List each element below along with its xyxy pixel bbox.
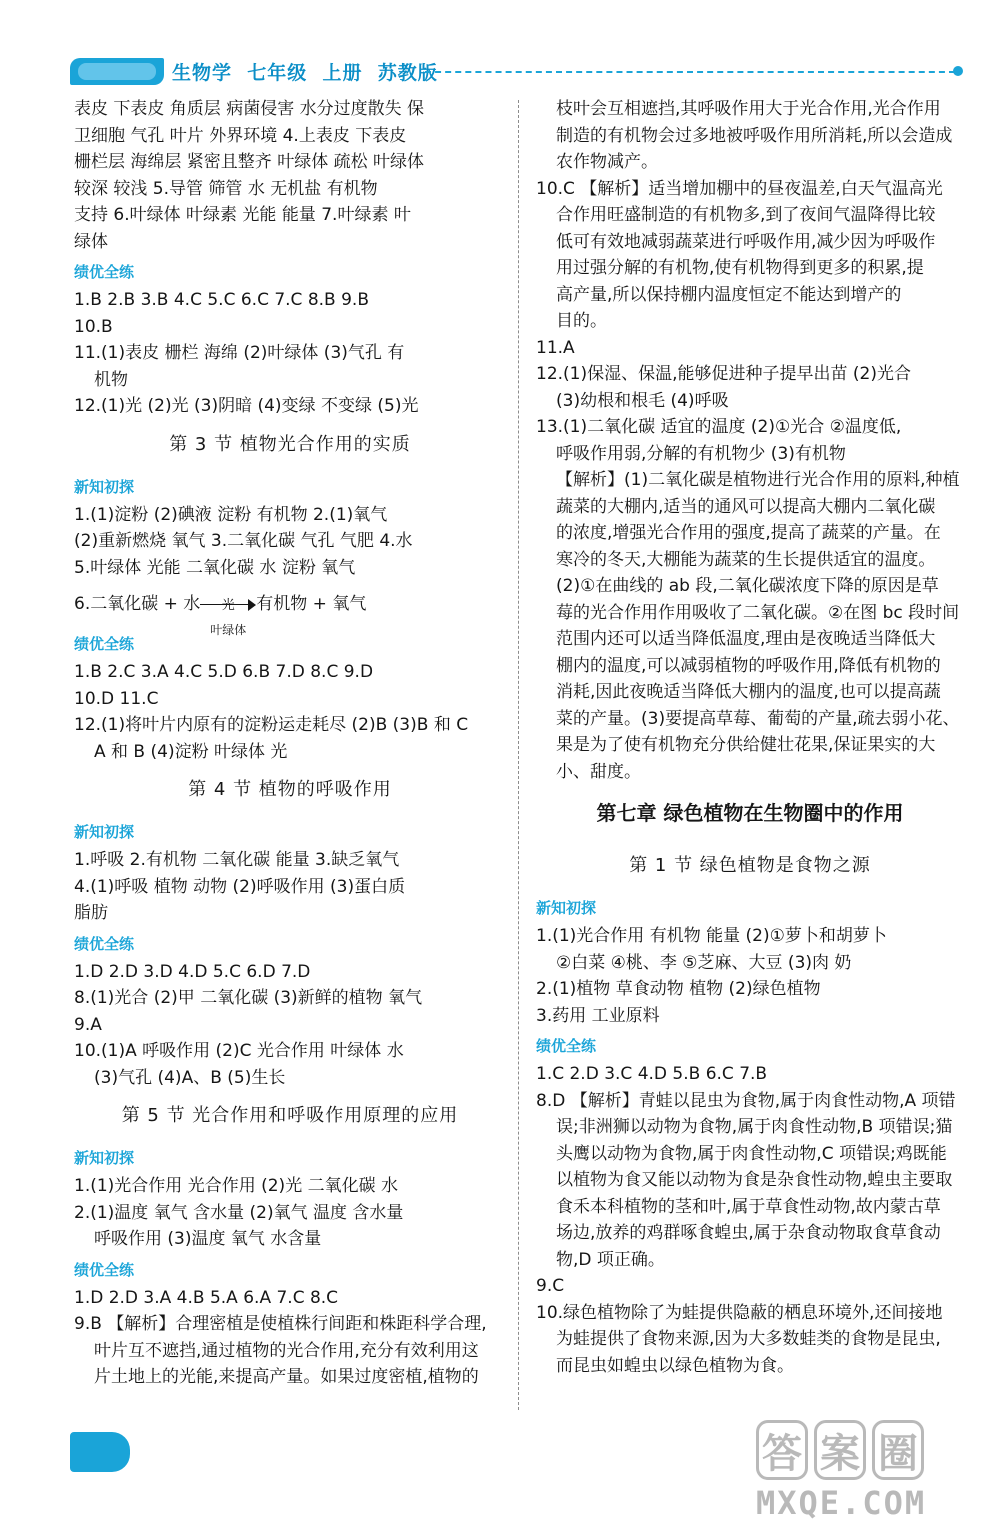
answer-line: 棚内的温度,可以减弱植物的呼吸作用,降低有机物的 xyxy=(556,655,941,676)
photosynthesis-equation xyxy=(74,581,506,637)
watermark-char: 圈 xyxy=(872,1420,924,1480)
left-column xyxy=(74,96,506,1391)
answer-line: 12.(1)保湿、保温,能够促进种子提早出苗 (2)光合 xyxy=(536,364,912,384)
answer-line: 2.(1)植物 草食动物 植物 (2)绿色植物 xyxy=(536,979,821,999)
answer-line: 的浓度,增强光合作用的强度,提高了蔬菜的产量。在 xyxy=(556,523,941,543)
header-title: 生物学 七年级 上册 苏教版 xyxy=(172,62,438,84)
answer-line: 片土地上的光能,来提高产量。如果过度密植,植物的 xyxy=(94,1367,479,1387)
right-column xyxy=(536,96,964,1379)
answer-line: 13.(1)二氧化碳 适宜的温度 (2)①光合 ②温度低, xyxy=(536,417,902,437)
answer-line: 9.C xyxy=(536,1276,565,1296)
answer-line: 枝叶会互相遮挡,其呼吸作用大于光合作用,光合作用 xyxy=(556,99,941,119)
answer-line: ②白菜 ④桃、李 ⑤芝麻、大豆 (3)肉 奶 xyxy=(556,952,852,973)
answer-line: 栅栏层 海绵层 紧密且整齐 叶绿体 疏松 叶绿体 xyxy=(74,152,425,172)
chapter-title: 第七章 绿色植物在生物圈中的作用 xyxy=(596,801,904,825)
answer-line: 卫细胞 气孔 叶片 外界环境 4.上表皮 下表皮 xyxy=(74,125,407,146)
answer-line: (2)重新燃烧 氧气 3.二氧化碳 气孔 气肥 4.水 xyxy=(74,531,413,551)
answer-line: 食禾本科植物的茎和叶,属于草食性动物,故内蒙古草 xyxy=(556,1196,941,1217)
answer-line: 12.(1)将叶片内原有的淀粉运走耗尽 (2)B (3)B 和 C xyxy=(74,715,469,735)
answer-line: 小、甜度。 xyxy=(556,761,641,782)
answer-line: 1.呼吸 2.有机物 二氧化碳 能量 3.缺乏氧气 xyxy=(74,850,400,870)
arrow-condition-light: 光 xyxy=(221,598,235,613)
answer-line: 1.(1)光合作用 有机物 能量 (2)①萝卜和胡萝卜 xyxy=(536,926,887,946)
answer-line: 脂肪 xyxy=(74,903,108,923)
answer-line: (2)①在曲线的 ab 段,二氧化碳浓度下降的原因是草 xyxy=(556,576,939,596)
answer-line: 高产量,所以保持棚内温度恒定不能达到增产的 xyxy=(556,284,902,305)
equation-reactants: 6.二氧化碳 + 水 xyxy=(74,594,201,614)
subheading-practice: 绩优全练 xyxy=(74,1260,135,1279)
answer-line: 8.(1)光合 (2)甲 二氧化碳 (3)新鲜的植物 氧气 xyxy=(74,988,423,1008)
answer-line: 10.(1)A 呼吸作用 (2)C 光合作用 叶绿体 水 xyxy=(74,1041,404,1061)
answer-line: 呼吸作用弱,分解的有机物少 (3)有机物 xyxy=(556,443,846,464)
answer-line: 10.D 11.C xyxy=(74,688,159,709)
header-dot xyxy=(953,66,963,76)
answer-line: 1.B 2.C 3.A 4.C 5.D 6.B 7.D 8.C 9.D xyxy=(74,662,374,682)
answer-line: (3)气孔 (4)A、B (5)生长 xyxy=(94,1067,286,1088)
section-title: 第 5 节 光合作用和呼吸作用原理的应用 xyxy=(121,1105,459,1126)
subheading-practice: 绩优全练 xyxy=(536,1037,597,1055)
subheading-practice: 绩优全练 xyxy=(74,635,135,653)
answer-line: 10.绿色植物除了为蛙提供隐蔽的栖息环境外,还间接地 xyxy=(536,1302,943,1323)
answer-line: 1.B 2.B 3.B 4.C 5.C 6.C 7.C 8.B 9.B xyxy=(74,290,370,310)
answer-line: 4.(1)呼吸 植物 动物 (2)呼吸作用 (3)蛋白质 xyxy=(74,876,406,897)
answer-line: 11.(1)表皮 栅栏 海绵 (2)叶绿体 (3)气孔 有 xyxy=(74,343,405,363)
answer-line: 10.C 【解析】适当增加棚中的昼夜温差,白天气温高光 xyxy=(536,178,943,199)
reaction-arrow xyxy=(200,594,256,637)
answer-line: 9.A xyxy=(74,1014,102,1035)
header-badge xyxy=(70,58,164,85)
section-title: 第 4 节 植物的呼吸作用 xyxy=(188,779,392,800)
subheading-practice: 绩优全练 xyxy=(74,934,135,953)
answer-line: 1.(1)光合作用 光合作用 (2)光 二氧化碳 水 xyxy=(74,1176,398,1196)
answer-line: 支持 6.叶绿体 叶绿素 光能 能量 7.叶绿素 叶 xyxy=(74,205,411,225)
answer-line: 场边,放养的鸡群啄食蝗虫,属于杂食动物取食草食动 xyxy=(556,1223,941,1243)
answer-line: 合作用旺盛制造的有机物多,到了夜间气温降得比较 xyxy=(556,205,936,225)
answer-line: 低可有效地减弱蔬菜进行呼吸作用,减少因为呼吸作 xyxy=(556,231,936,252)
answer-line: 物,D 项正确。 xyxy=(556,1249,665,1270)
answer-line: A 和 B (4)淀粉 叶绿体 光 xyxy=(94,741,288,762)
watermark-char: 答 xyxy=(756,1420,808,1480)
subheading-new-knowledge: 新知初探 xyxy=(536,899,597,917)
answer-line: 较深 较浅 5.导管 筛管 水 无机盐 有机物 xyxy=(74,178,378,199)
section-title: 第 1 节 绿色植物是食物之源 xyxy=(629,855,871,876)
answer-line: 11.A xyxy=(536,337,575,358)
answer-line: 呼吸作用 (3)温度 氧气 水含量 xyxy=(94,1229,322,1249)
answer-line: 而昆虫如蝗虫以绿色植物为食。 xyxy=(556,1355,794,1376)
answer-line: (3)幼根和根毛 (4)呼吸 xyxy=(556,390,729,411)
page-number-tab xyxy=(70,1432,130,1472)
answer-line: 5.叶绿体 光能 二氧化碳 水 淀粉 氧气 xyxy=(74,557,356,578)
answer-line: 范围内还可以适当降低温度,理由是夜晚适当降低大 xyxy=(556,629,936,649)
answer-line: 1.D 2.D 3.A 4.B 5.A 6.A 7.C 8.C xyxy=(74,1287,339,1308)
arrow-condition-site: 叶绿体 xyxy=(210,623,247,637)
answer-line: 表皮 下表皮 角质层 病菌侵害 水分过度散失 保 xyxy=(74,99,425,119)
answer-line: 12.(1)光 (2)光 (3)阴暗 (4)变绿 不变绿 (5)光 xyxy=(74,396,419,416)
answer-line: 目的。 xyxy=(556,311,607,331)
answer-line: 绿体 xyxy=(74,231,108,252)
answer-line: 制造的有机物会过多地被呼吸作用所消耗,所以会造成 xyxy=(556,125,953,146)
answer-line: 2.(1)温度 氧气 含水量 (2)氧气 温度 含水量 xyxy=(74,1202,404,1223)
answer-line: 果是为了使有机物充分供给健壮花果,保证果实的大 xyxy=(556,735,936,755)
answer-line: 8.D 【解析】青蛙以昆虫为食物,属于肉食性动物,A 项错 xyxy=(536,1090,956,1111)
answer-line: 蔬菜的大棚内,适当的通风可以提高大棚内二氧化碳 xyxy=(556,496,936,517)
answer-line: 消耗,因此夜晚适当降低大棚内的温度,也可以提高蔬 xyxy=(556,682,941,702)
answer-line: 机物 xyxy=(94,369,128,390)
answer-line: 莓的光合作用作用吸收了二氧化碳。②在图 bc 段时间 xyxy=(556,602,960,623)
answer-line: 1.(1)淀粉 (2)碘液 淀粉 有机物 2.(1)氧气 xyxy=(74,504,388,525)
watermark-url: MXQE.COM xyxy=(756,1484,927,1522)
answer-line: 3.药用 工业原料 xyxy=(536,1005,660,1026)
answer-line: 1.D 2.D 3.D 4.D 5.C 6.D 7.D xyxy=(74,961,311,982)
answer-line: 1.C 2.D 3.C 4.D 5.B 6.C 7.B xyxy=(536,1064,768,1084)
column-divider xyxy=(518,100,519,1410)
answer-line: 9.B 【解析】合理密植是使植株行间距和株距科学合理, xyxy=(74,1314,487,1334)
subheading-new-knowledge: 新知初探 xyxy=(74,823,135,841)
subheading-new-knowledge: 新知初探 xyxy=(74,477,135,496)
answer-line: 寒冷的冬天,大棚能为蔬菜的生长提供适宜的温度。 xyxy=(556,549,936,570)
header-dashed-rule xyxy=(425,71,955,73)
answer-line: 头鹰以动物为食物,属于肉食性动物,C 项错误;鸡既能 xyxy=(556,1143,947,1164)
answer-line: 以植物为食又能以动物为食是杂食性动物,蝗虫主要取 xyxy=(556,1170,953,1190)
watermark-logo xyxy=(756,1420,986,1526)
answer-line: 【解析】(1)二氧化碳是植物进行光合作用的原料,种植 xyxy=(556,470,960,490)
section-title: 第 3 节 植物光合作用的实质 xyxy=(169,433,411,455)
answer-line: 叶片互不遮挡,通过植物的光合作用,充分有效利用这 xyxy=(94,1340,479,1361)
answer-line: 用过强分解的有机物,使有机物得到更多的积累,提 xyxy=(556,258,924,278)
answer-line: 为蛙提供了食物来源,因为大多数蛙类的食物是昆虫, xyxy=(556,1329,941,1349)
answer-line: 误;非洲狮以动物为食物,属于肉食性动物,B 项错误;猫 xyxy=(556,1117,953,1137)
page-header xyxy=(0,0,1000,100)
watermark-char: 案 xyxy=(814,1420,866,1480)
subheading-practice: 绩优全练 xyxy=(74,263,135,281)
subheading-new-knowledge: 新知初探 xyxy=(74,1149,135,1167)
equation-products: 有机物 + 氧气 xyxy=(256,594,367,614)
answer-line: 农作物减产。 xyxy=(556,152,658,172)
answer-line: 10.B xyxy=(74,316,113,337)
answer-line: 菜的产量。(3)要提高草莓、葡萄的产量,疏去弱小花、 xyxy=(556,708,960,729)
